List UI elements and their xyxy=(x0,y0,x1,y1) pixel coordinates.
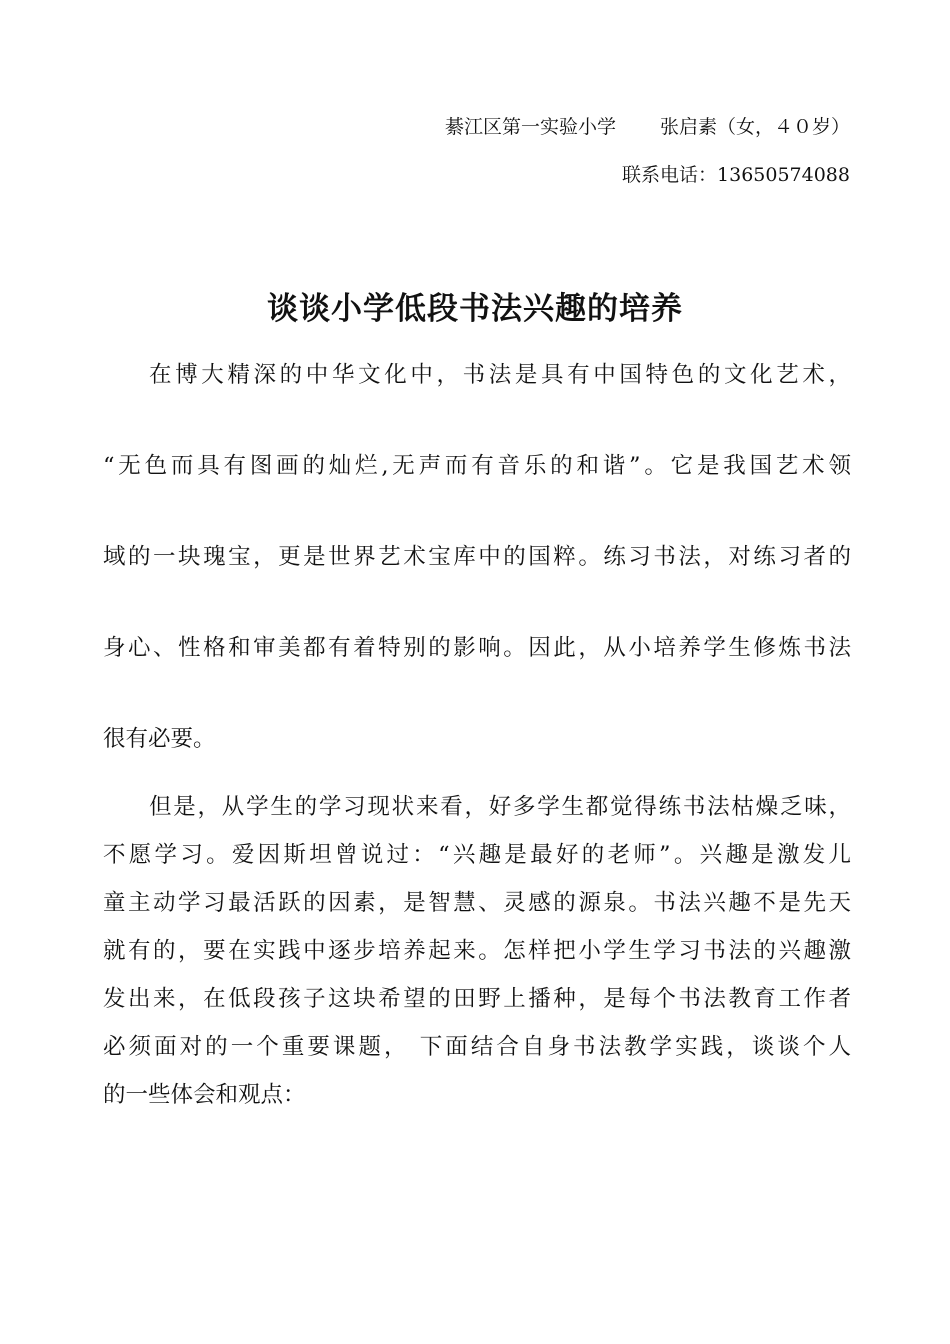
paragraph-line: 不愿学习。爱因斯坦曾说过：“兴趣是最好的老师”。兴趣是激发儿 xyxy=(103,842,851,868)
paragraph-line: 必须面对的一个重要课题， 下面结合自身书法教学实践，谈谈个人 xyxy=(103,1034,851,1060)
paragraph-intro xyxy=(103,351,851,806)
school-name: 綦江区第一实验小学 xyxy=(444,116,616,138)
author-name: 张启素（女，４０岁） xyxy=(659,116,850,138)
paragraph-line: 童主动学习最活跃的因素，是智慧、灵感的源泉。书法兴趣不是先天 xyxy=(103,890,851,916)
paragraph-line: 身心、性格和审美都有着特别的影响。因此，从小培养学生修炼书法 xyxy=(103,635,851,661)
author-info xyxy=(445,112,850,139)
paragraph-line: 很有必要。 xyxy=(103,726,216,752)
paragraph-line: 域的一块瑰宝，更是世界艺术宝库中的国粹。练习书法，对练习者的 xyxy=(103,544,851,570)
paragraph-motivation xyxy=(103,783,851,1119)
document-title: 谈谈小学低段书法兴趣的培养 xyxy=(267,291,683,327)
paragraph-line: “无色而具有图画的灿烂,无声而有音乐的和谐”。它是我国艺术领 xyxy=(103,453,851,479)
paragraph-line: 在博大精深的中华文化中，书法是具有中国特色的文化艺术， xyxy=(149,362,851,388)
paragraph-line: 的一些体会和观点： xyxy=(103,1082,306,1108)
paragraph-line: 但是，从学生的学习现状来看，好多学生都觉得练书法枯燥乏味， xyxy=(149,794,851,820)
paragraph-line: 发出来，在低段孩子这块希望的田野上播种，是每个书法教育工作者 xyxy=(103,986,851,1012)
paragraph-line: 就有的，要在实践中逐步培养起来。怎样把小学生学习书法的兴趣激 xyxy=(103,938,851,964)
contact-phone: 联系电话：13650574088 xyxy=(622,164,850,186)
